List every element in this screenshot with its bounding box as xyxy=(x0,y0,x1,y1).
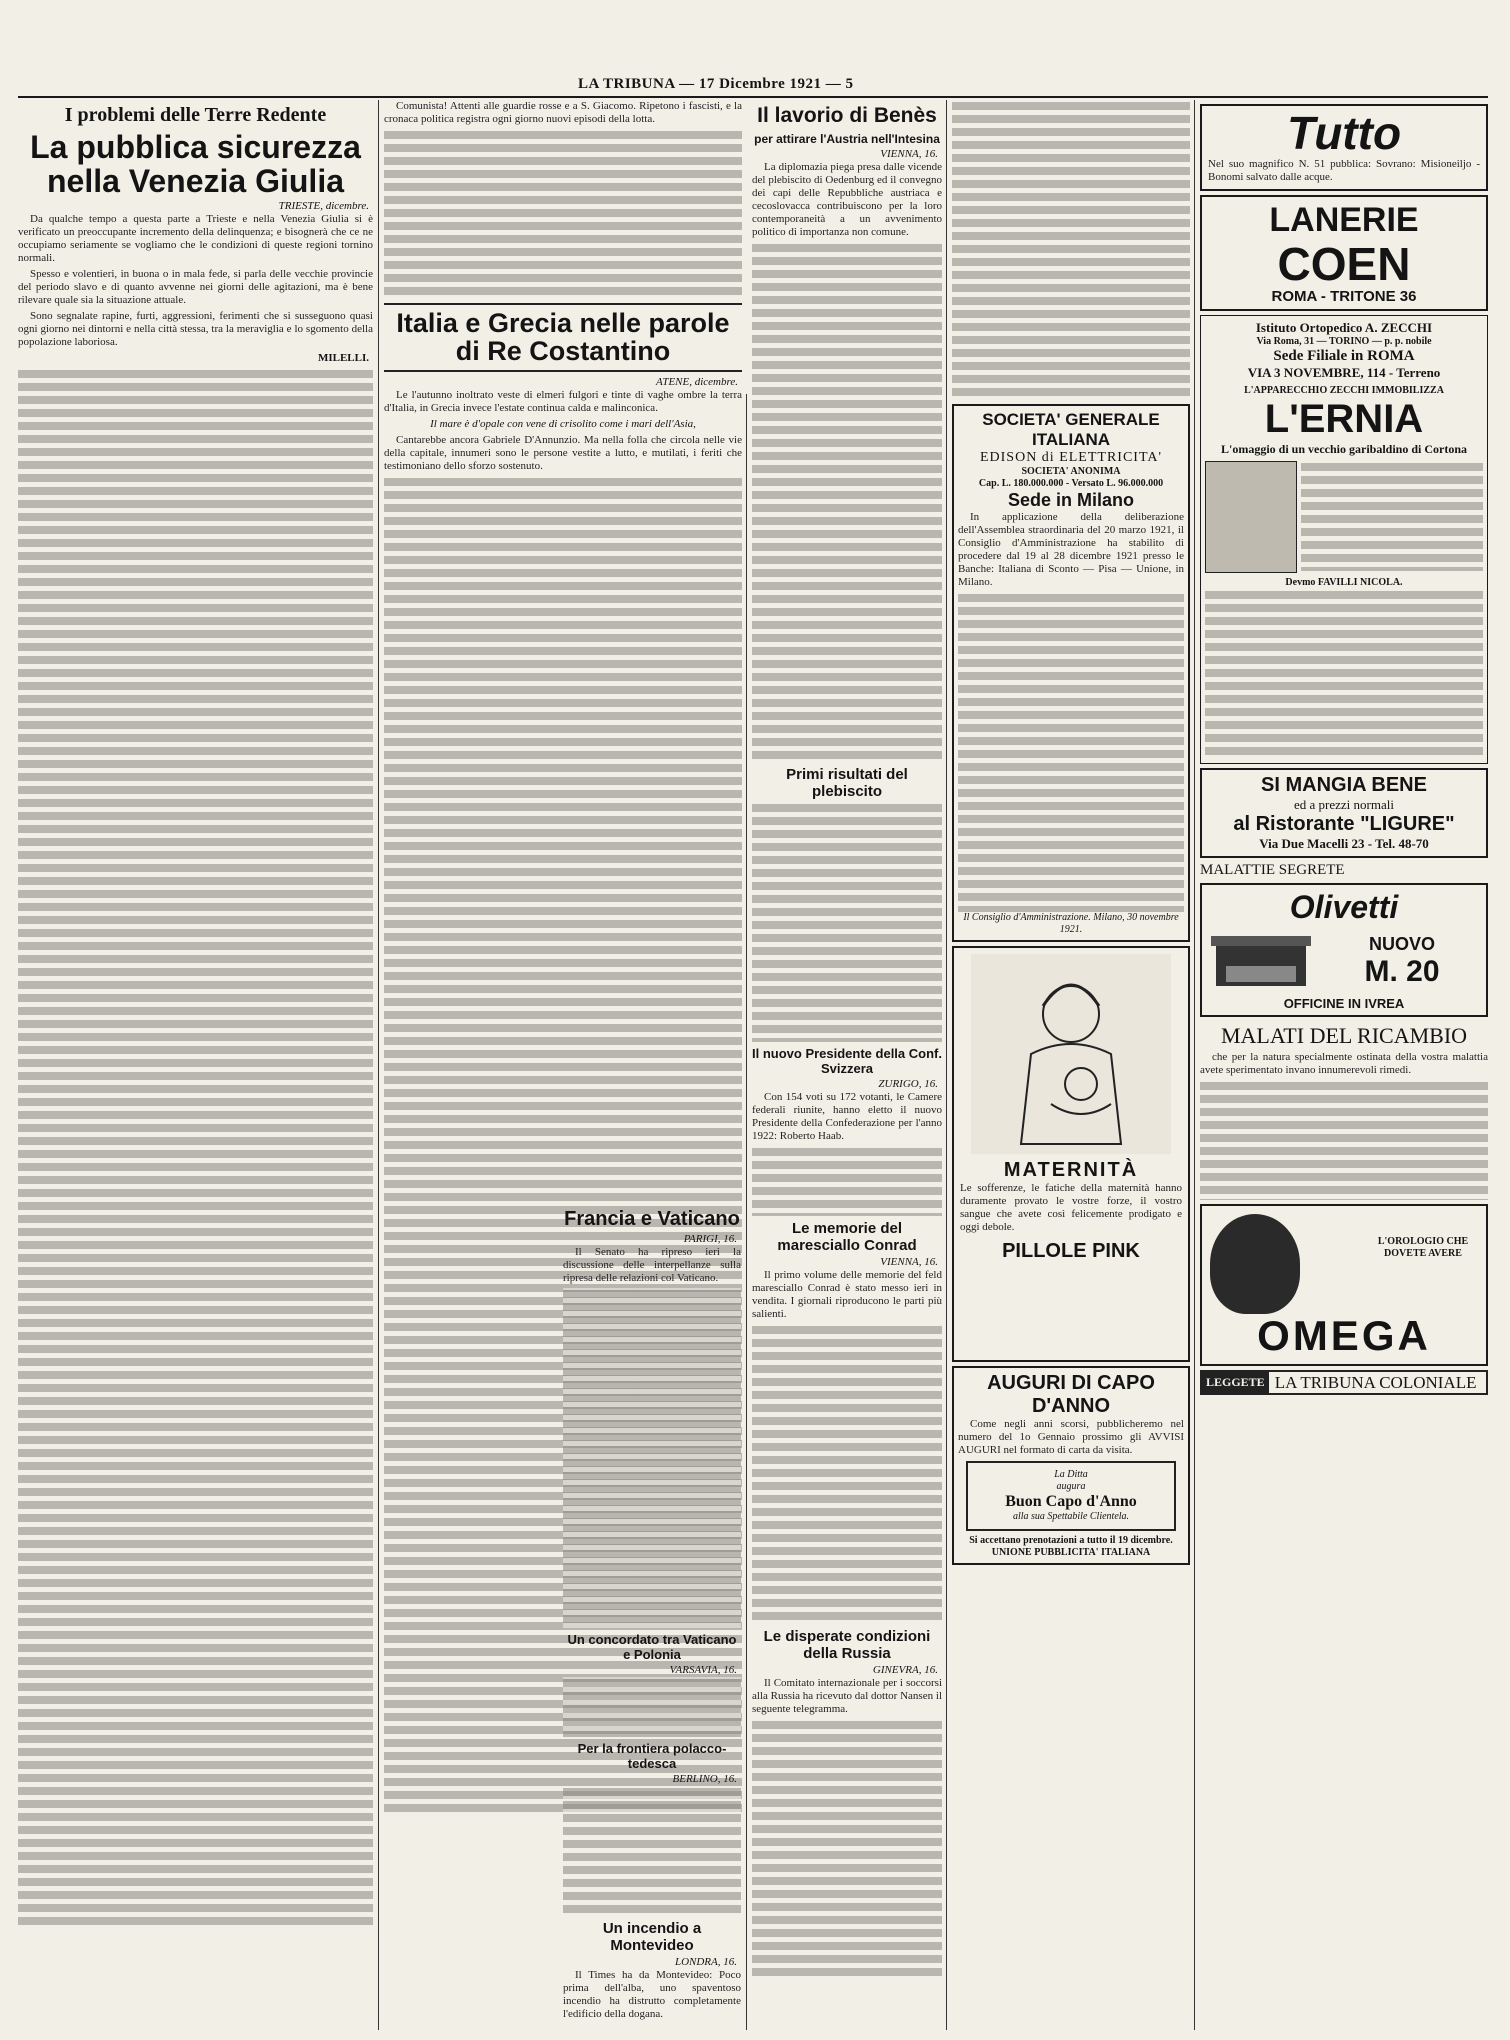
article-body-fill xyxy=(752,1324,942,1624)
article-body-fill xyxy=(384,129,742,299)
headline-frontiera-polacco: Per la frontiera polacco-tedesca xyxy=(577,1741,727,1771)
ad-ernia-subtitle: L'omaggio di un vecchio garibaldino di Cortona xyxy=(1220,442,1468,456)
portrait-photo xyxy=(1205,461,1297,573)
column-5 xyxy=(1200,100,1488,2030)
headline-pubblica-sicurezza: La pubblica sicurezza nella Venezia Giulia xyxy=(30,129,361,199)
ad-pillole-pink-brand: PILLOLE PINK xyxy=(1002,1240,1140,1262)
section-rule xyxy=(384,370,742,372)
headline-incendio-montevideo: Un incendio a Montevideo xyxy=(602,1920,702,1954)
ad-auguri-sample-card xyxy=(966,1461,1176,1531)
ad-zecchi xyxy=(1200,315,1488,764)
ad-coen-address: ROMA - TRITONE 36 xyxy=(1271,288,1417,305)
article-body-fill xyxy=(563,1288,741,1628)
column-rule xyxy=(946,100,947,2030)
article-paragraph: Cantarebbe ancora Gabriele D'Annunzio. Ma nella folla che circola nelle vie della capitale, innumeri sono le persone vestite a lutto, e mutilati, i feriti che testimoniano dello sforzo sostenuto. xyxy=(384,433,742,472)
article-paragraph: Il primo volume delle memorie del feld maresciallo Conrad è stato messo ieri in vendita. I giornali riproducono le parti più salienti. xyxy=(752,1269,942,1320)
dateline-londra: LONDRA, 16. xyxy=(674,1956,737,1968)
dateline-atene: ATENE, dicembre. xyxy=(656,375,738,388)
article-body-fill xyxy=(752,1719,942,1979)
ad-edison-type: SOCIETA' ANONIMA xyxy=(1021,466,1121,477)
typewriter-illustration xyxy=(1206,926,1316,996)
article-body-fill xyxy=(1301,461,1483,571)
dateline-vienna-2: VIENNA, 16. xyxy=(880,1256,938,1268)
ad-tutto-title: Tutto xyxy=(1286,107,1402,159)
headline-memorie-conrad: Le memorie del maresciallo Conrad xyxy=(777,1220,917,1254)
headline-presidente-svizzera: Il nuovo Presidente della Conf. Svizzera xyxy=(752,1046,942,1076)
ad-maternita-title: MATERNITÀ xyxy=(1003,1159,1139,1181)
ad-tutto xyxy=(1200,104,1488,191)
headline-condizioni-russia: Le disperate condizioni della Russia xyxy=(763,1628,931,1662)
ad-auguri-card-line4: alla sua Spettabile Clientela. xyxy=(1012,1511,1130,1522)
article-paragraph: Da qualche tempo a questa parte a Trieste e nella Venezia Giulia si è verificato un preoccupante incremento della delinquenza; e bisognerà che ce ne occupiamo seriamente se vogliamo che le condizioni di queste regioni tornino normali. xyxy=(18,213,373,265)
article-body-fill xyxy=(752,802,942,1042)
ad-tutto-body: Nel suo magnifico N. 51 pubblica: Sovrano: Misioneiljo - Bonomi salvato dalle acque. xyxy=(1208,158,1480,183)
signature-milelli: MILELLI. xyxy=(317,352,369,365)
ad-ernia-title: L'ERNIA xyxy=(1264,397,1424,441)
ad-lanerie-title: LANERIE xyxy=(1269,201,1419,239)
headline-francia-vaticano: Francia e Vaticano xyxy=(564,1208,740,1230)
dateline-trieste: TRIESTE, dicembre. xyxy=(278,200,369,213)
article-paragraph: Con 154 voti su 172 votanti, le Camere federali riunite, hanno eletto il nuovo Presidente della Confederazione per l'anno 1922: Roberto Haab. xyxy=(752,1091,942,1142)
ad-olivetti-model: M. 20 xyxy=(1364,954,1440,988)
ad-edison-title: SOCIETA' GENERALE ITALIANA xyxy=(982,410,1160,449)
ad-edison-body: In applicazione della deliberazione dell'Assemblea straordinaria del 20 marzo 1921, il Consiglio d'Amministrazione ha stabilito di procedere dal 19 al 28 dicembre 1921 presso le Banche: Italiana di Sconto — Pisa — Unione, in Milano. xyxy=(958,511,1184,588)
ad-edison-footer: Il Consiglio d'Amministrazione. Milano, 30 novembre 1921. xyxy=(963,912,1179,935)
dateline-ginevra: GINEVRA, 16. xyxy=(872,1664,938,1676)
ad-lanerie-coen xyxy=(1200,195,1488,311)
ad-mangia-line4: Via Due Macelli 23 - Tel. 48-70 xyxy=(1259,836,1429,851)
column-rule xyxy=(378,100,379,2030)
subheadline-benes: per attirare l'Austria nell'Intesina xyxy=(754,132,940,146)
ad-malattie-segrete: MALATTIE SEGRETE xyxy=(1200,862,1345,878)
column-3b xyxy=(563,1204,741,2030)
ad-mangia-line1: SI MANGIA BENE xyxy=(1261,774,1427,796)
masthead-text: LA TRIBUNA — 17 Dicembre 1921 — 5 xyxy=(578,76,854,92)
article-body-fill xyxy=(752,1146,942,1216)
headline-benes: Il lavorio di Benès xyxy=(757,104,937,127)
ad-ernia-signature: Devmo FAVILLI NICOLA. xyxy=(1285,577,1403,588)
ad-auguri-card-line3: Buon Capo d'Anno xyxy=(1005,1493,1137,1510)
headline-concordato-polonia: Un concordato tra Vaticano e Polonia xyxy=(567,1632,737,1662)
article-body-fill xyxy=(1200,1080,1488,1200)
ad-ernia-pretitle: L'APPARECCHIO ZECCHI IMMOBILIZZA xyxy=(1244,385,1444,396)
article-body-fill xyxy=(752,242,942,762)
ad-tribuna-coloniale xyxy=(1200,1370,1488,1395)
column-1 xyxy=(18,100,373,2030)
ad-edison-subtitle: EDISON di ELETTRICITA' xyxy=(979,450,1163,465)
article-paragraph: La diplomazia piega presa dalle vicende del plebiscito di Oedenburg ed il convegno dei capi delle Repubbliche austriaca e cecoslovacca contribuiscono per la loro contemporaneità a un avvenimento politico di importanza non comune. xyxy=(752,161,942,238)
dateline-zurigo: ZURIGO, 16. xyxy=(878,1078,938,1090)
article-body-fill xyxy=(18,368,373,1928)
dateline-berlino: BERLINO, 16. xyxy=(672,1773,737,1785)
ad-mangia-line2: ed a prezzi normali xyxy=(1294,797,1394,812)
dateline-varsavia: VARSAVIA, 16. xyxy=(669,1664,737,1676)
ad-edison-seat: Sede in Milano xyxy=(1007,490,1135,510)
article-body-fill xyxy=(1205,589,1483,759)
ad-zecchi-roma-address: VIA 3 NOVEMBRE, 114 - Terreno xyxy=(1247,365,1441,380)
masthead xyxy=(18,74,1488,98)
ad-auguri-card-line1: La Ditta xyxy=(1054,1469,1088,1480)
ad-olivetti-nuovo: NUOVO xyxy=(1368,933,1435,954)
ad-olivetti-brand: Olivetti xyxy=(1289,889,1399,925)
article-body-fill xyxy=(952,100,1190,400)
dateline-parigi: PARIGI, 16. xyxy=(683,1233,737,1245)
poem-quote: Il mare è d'opale con vene di crisolito come i mari dell'Asia, xyxy=(430,417,696,430)
ad-auguri-title: AUGURI DI CAPO D'ANNO xyxy=(987,1372,1155,1417)
ad-auguri-body: Come negli anni scorsi, pubblicheremo nel numero del 1o Gennaio prossimo gli AVVISI AUGURI nel formato di carta da visita. xyxy=(958,1418,1184,1456)
article-paragraph: Il Comitato internazionale per i soccorsi alla Russia ha ricevuto dal dottor Nansen il seguente telegramma. xyxy=(752,1677,942,1715)
ad-olivetti xyxy=(1200,883,1488,1017)
column-3 xyxy=(752,100,942,2030)
column-4 xyxy=(952,100,1190,2030)
headline-plebiscito: Primi risultati del plebiscito xyxy=(786,766,908,800)
article-paragraph: Spesso e volentieri, in buona o in mala fede, si parla delle vecchie provincie del periodo slavo e di quanto avvenne nei giorni delle agitazioni, ma è bene rilevare quale sia la situazione attuale. xyxy=(18,268,373,307)
article-paragraph: Il Times ha da Montevideo: Poco prima dell'alba, uno spaventoso incendio ha distrutto completamente l'edificio della dogana. xyxy=(563,1969,741,2020)
ad-auguri-agency: UNIONE PUBBLICITA' ITALIANA xyxy=(991,1547,1151,1558)
ad-coen-title: COEN xyxy=(1277,238,1411,290)
ad-olivetti-officine: OFFICINE IN IVREA xyxy=(1283,996,1405,1011)
ad-omega-brand: OMEGA xyxy=(1257,1312,1431,1359)
column-rule xyxy=(746,394,747,2030)
ad-zecchi-address: Via Roma, 31 — TORINO — p. p. nobile xyxy=(1256,336,1432,347)
ad-auguri-card-line2: augura xyxy=(1056,1481,1086,1492)
ad-ristorante-ligure xyxy=(1200,768,1488,858)
mother-child-illustration xyxy=(971,954,1171,1154)
ad-malati-ricambio-title: MALATI DEL RICAMBIO xyxy=(1220,1023,1468,1048)
article-body-fill xyxy=(563,1677,741,1737)
ad-leggete: LEGGETE xyxy=(1202,1372,1269,1393)
ad-omega xyxy=(1200,1204,1488,1366)
dateline-vienna: VIENNA, 16. xyxy=(880,148,938,160)
article-paragraph: Sono segnalate rapine, furti, aggressioni, ferimenti che si susseguono quasi ogni giorno nei dintorni e nella città stessa, tra la meraviglia e lo sgomento della popolazione laboriosa. xyxy=(18,310,373,349)
ad-auguri-footer: Si accettano prenotazioni a tutto il 19 dicembre. xyxy=(969,1535,1173,1546)
ad-zecchi-roma: Sede Filiale in ROMA xyxy=(1273,348,1415,364)
article-paragraph: Le l'autunno inoltrato veste di elmeri fulgori e tinte di vaghe ombre la terra d'Italia, in Grecia invece l'estate continua calda e malinconica. xyxy=(384,388,742,414)
article-body-fill xyxy=(563,1786,741,1916)
ad-malati-ricambio-body: che per la natura specialmente ostinata della vostra malattia avete sperimentato invano innumerevoli rimedi. xyxy=(1200,1051,1488,1076)
column-rule xyxy=(1194,100,1195,2030)
ad-maternita xyxy=(952,946,1190,1362)
article-paragraph: Il Senato ha ripreso ieri la discussione delle interpellanze sulla ripresa delle relazioni col Vaticano. xyxy=(563,1246,741,1284)
article-body-fill xyxy=(958,592,1184,912)
ad-tribuna-coloniale-title: LA TRIBUNA COLONIALE xyxy=(1274,1372,1477,1392)
newspaper-page xyxy=(18,74,1488,2030)
ad-mangia-line3: al Ristorante "LIGURE" xyxy=(1233,813,1455,835)
headline-italia-grecia: Italia e Grecia nelle parole di Re Costantino xyxy=(396,308,730,367)
article-paragraph: Comunista! Attenti alle guardie rosse e a S. Giacomo. Ripetono i fascisti, e la cronaca politica registra ogni giorno nuovi episodi della lotta. xyxy=(384,100,742,125)
ad-maternita-body: Le sofferenze, le fatiche della maternità hanno duramente provato le vostre forze, il vostro sangue che avete così felicemente prodigato e oggi debole. xyxy=(960,1182,1182,1233)
ad-auguri xyxy=(952,1366,1190,1565)
section-rule xyxy=(384,303,742,305)
kicker-terre-redente: I problemi delle Terre Redente xyxy=(64,104,327,126)
ad-omega-pretitle: L'OROLOGIO CHE DOVETE AVERE xyxy=(1377,1236,1469,1259)
ad-edison xyxy=(952,404,1190,942)
portrait-illustration xyxy=(1210,1214,1300,1314)
ad-zecchi-title: Istituto Ortopedico A. ZECCHI xyxy=(1255,320,1433,335)
ad-edison-capital: Cap. L. 180.000.000 - Versato L. 96.000.000 xyxy=(978,478,1164,489)
